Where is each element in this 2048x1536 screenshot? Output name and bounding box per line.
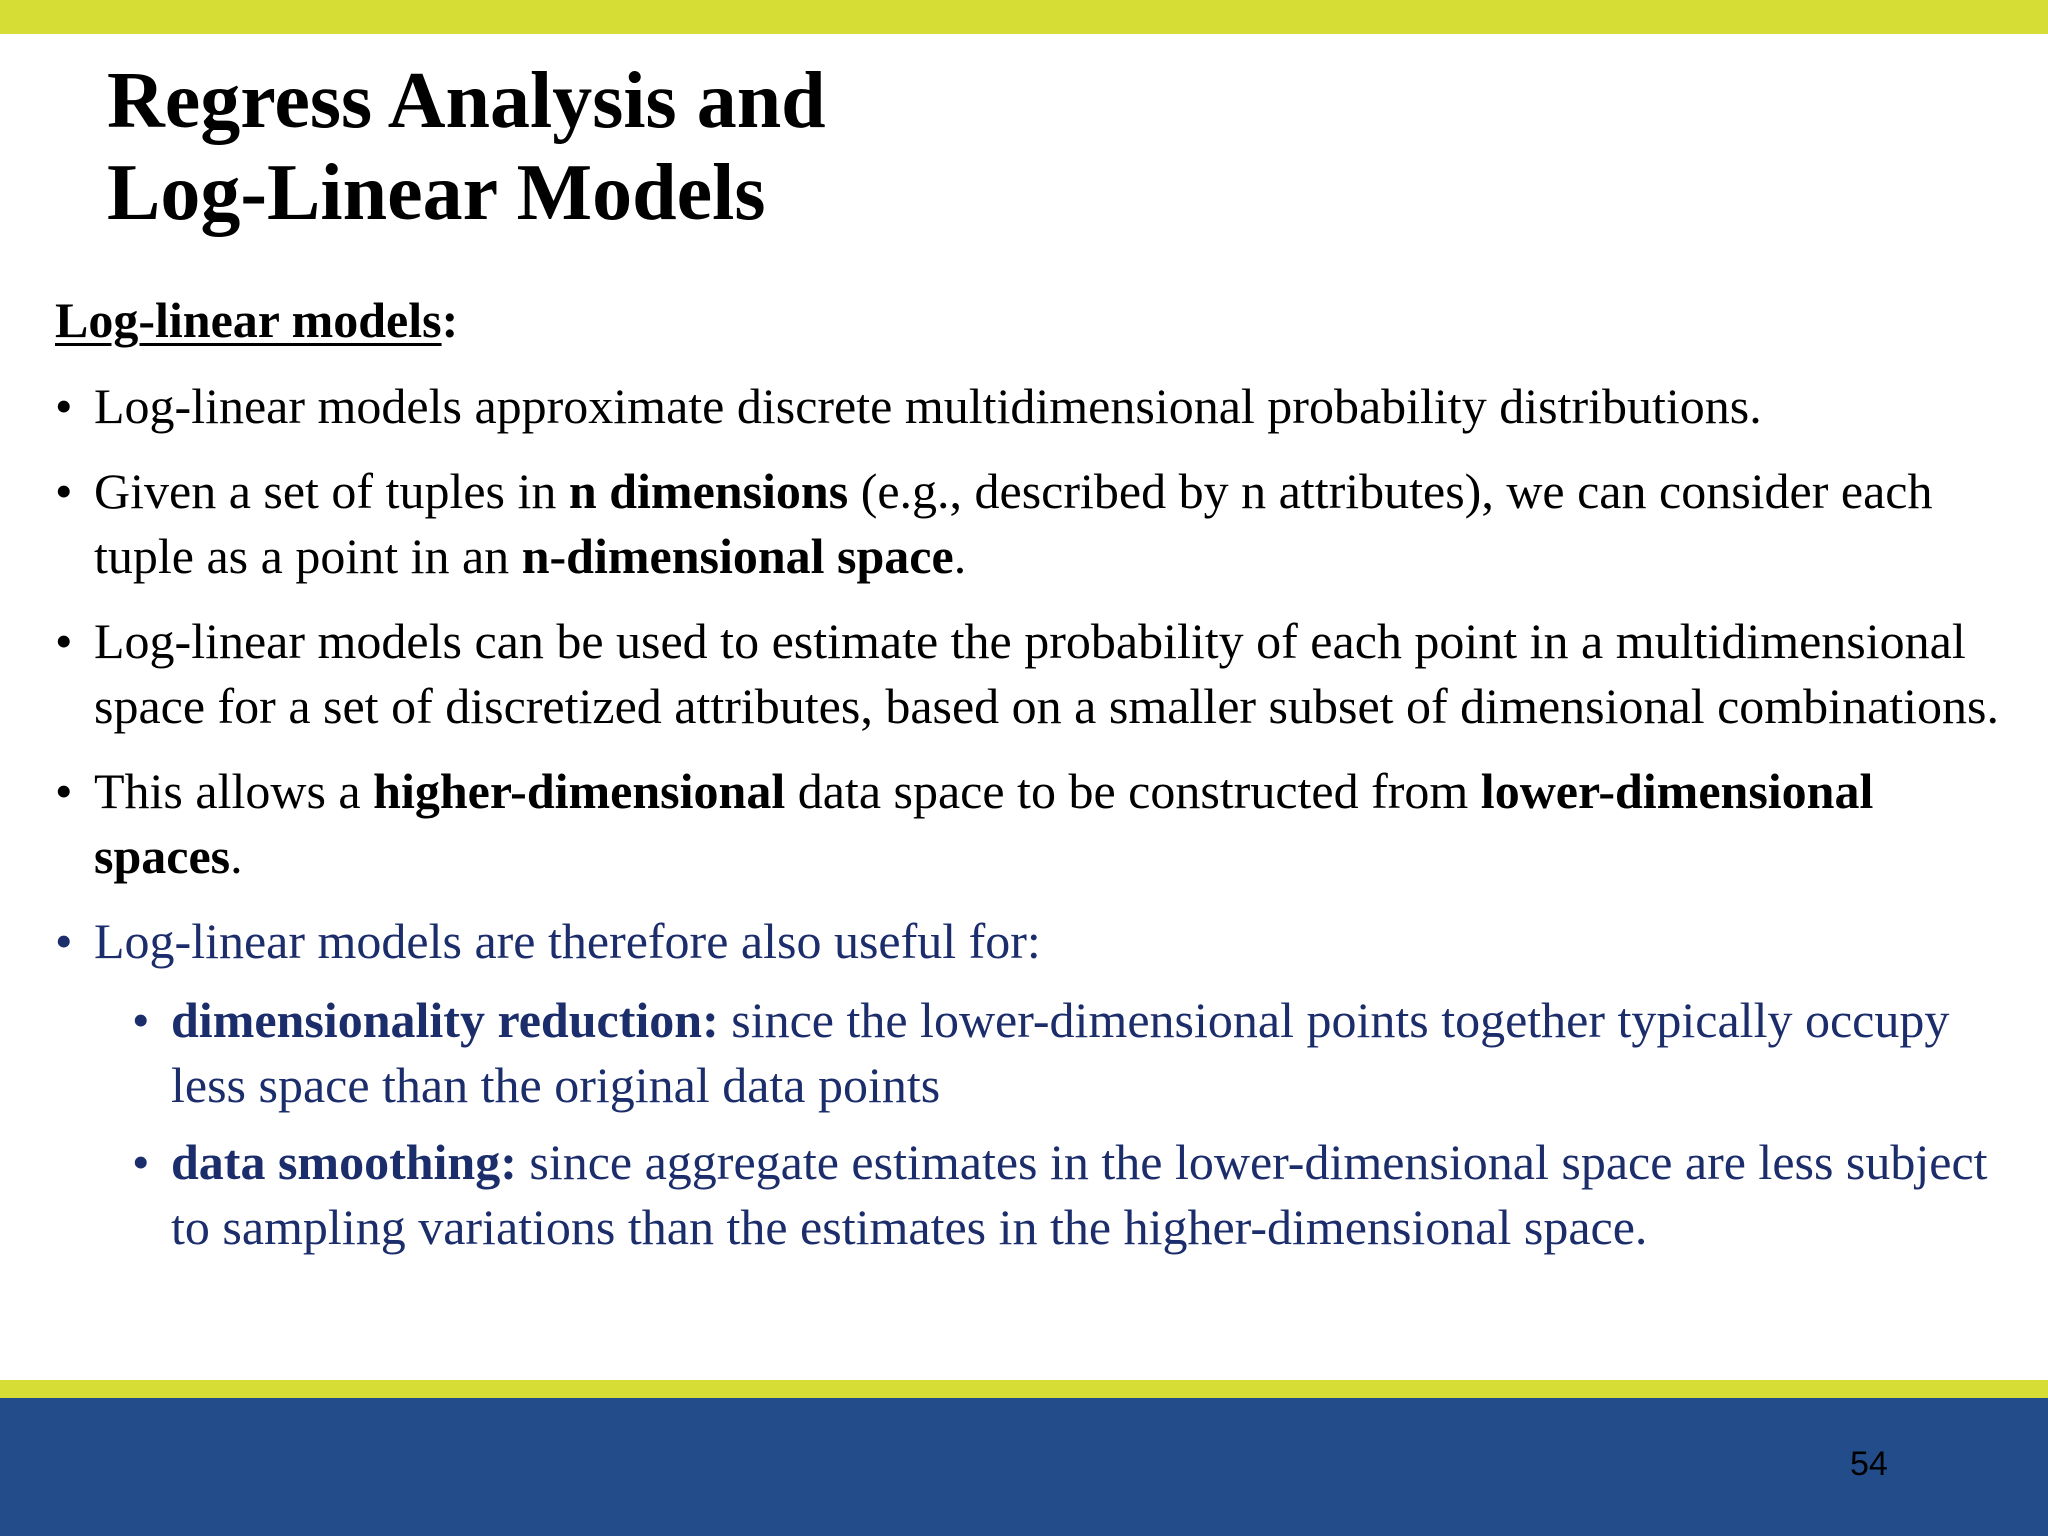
bullet-dot: • — [55, 613, 73, 669]
section-heading — [55, 290, 458, 350]
bullet-text: . — [230, 828, 243, 884]
bullet-item — [55, 909, 2030, 974]
bullet-text: Log-linear models are therefore also useful for: — [94, 913, 1041, 969]
sub-bullet-dot: • — [132, 1134, 150, 1190]
bullet-dot: • — [55, 763, 73, 819]
bullet-item — [55, 759, 2030, 889]
bullet-text: This allows a — [94, 763, 374, 819]
bullet-text: Given a set of tuples in — [94, 463, 569, 519]
top-accent-bar — [0, 0, 2048, 34]
slide-title — [107, 55, 826, 239]
section-heading-colon: : — [441, 292, 459, 348]
bullet-text: Log-linear models approximate discrete multidimensional probability distributions. — [94, 378, 1762, 434]
page-number: 54 — [1850, 1445, 1888, 1483]
bullet-emphasis: lower-dimensional spaces — [94, 763, 1874, 884]
bullet-emphasis: n dimensions — [568, 463, 849, 519]
sub-bullet-desc: since the lower-dimensional points together typically occupy less space than the original data points — [171, 992, 1950, 1113]
sub-bullet-item — [55, 988, 2030, 1118]
title-line-1: Regress Analysis and — [107, 57, 826, 145]
bullet-item — [55, 459, 2030, 589]
title-line-2: Log-Linear Models — [107, 149, 766, 237]
bullet-dot: • — [55, 913, 73, 969]
bullet-text: . — [953, 528, 967, 584]
bullet-item — [55, 609, 2030, 739]
sub-bullet-dot: • — [132, 992, 150, 1048]
bullet-list — [55, 374, 2030, 1272]
bullet-dot: • — [55, 378, 73, 434]
bullet-text: (e.g., described by n attributes), we can consider each tuple as a point in an — [94, 463, 1933, 584]
sub-bullet-desc: since aggregate estimates in the lower-dimensional space are less subject to sampling variations than the estimates in the higher-dimensional space. — [171, 1134, 1988, 1255]
bullet-text: Log-linear models can be used to estimate the probability of each point in a multidimensional space for a set of discretized attributes, based on a smaller subset of dimensional combinations. — [94, 613, 2000, 734]
bullet-dot: • — [55, 463, 73, 519]
bullet-emphasis: n-dimensional space — [521, 528, 954, 584]
bullet-item — [55, 374, 2030, 439]
section-heading-text: Log-linear models — [55, 292, 442, 348]
sub-bullet-term: dimensionality reduction: — [171, 992, 719, 1048]
bottom-accent-stripe — [0, 1380, 2048, 1398]
sub-bullet-term: data smoothing: — [171, 1134, 517, 1190]
sub-bullet-item — [55, 1130, 2030, 1260]
footer-band — [0, 1398, 2048, 1536]
bullet-text: data space to be constructed from — [785, 763, 1481, 819]
bullet-emphasis: higher-dimensional — [373, 763, 786, 819]
